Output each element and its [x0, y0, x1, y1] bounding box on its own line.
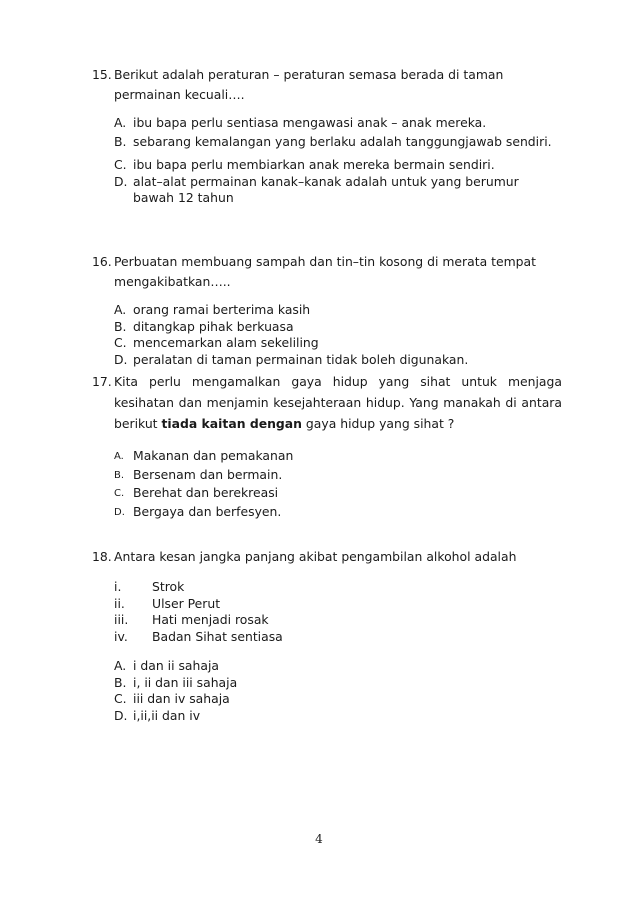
option-text: ibu bapa perlu sentiasa mengawasi anak – anak mereka. [133, 115, 487, 130]
option-d[interactable]: D. alat–alat permainan kanak–kanak adalah untuk yang berumur bawah 12 tahun [114, 173, 519, 205]
question-text: Perbuatan membuang sampah dan tin–tin kosong di merata tempat mengakibatkan….. [114, 254, 536, 289]
option-d[interactable]: D. Bergaya dan berfesyen. [114, 503, 282, 519]
option-text: ditangkap pihak berkuasa [133, 318, 294, 334]
question-16 [92, 252, 562, 368]
question-text-end: gaya hidup yang sihat ? [301, 416, 455, 431]
option-c[interactable]: C. ibu bapa perlu membiarkan anak mereka bermain sendiri. [114, 157, 495, 172]
option-text: iii dan iv sahaja [133, 691, 230, 706]
option-text: Berehat dan berekreasi [133, 485, 279, 500]
roman-item: iii. Hati menjadi rosak [114, 612, 269, 627]
option-b[interactable]: B. ditangkap pihak berkuasa [114, 318, 294, 334]
option-b[interactable]: B. sebarang kemalangan yang berlaku adalah tanggungjawab sendiri. [114, 133, 552, 149]
question-text: Berikut adalah peraturan – peraturan semasa berada di taman permainan kecuali…. [114, 67, 504, 102]
answer-options [92, 302, 562, 368]
roman-item: i. Strok [114, 579, 185, 594]
option-a[interactable]: A. i dan ii sahaja [114, 658, 219, 673]
question-stem [92, 547, 562, 567]
option-text: Bergaya dan berfesyen. [133, 503, 282, 519]
question-number: 15. [92, 67, 112, 82]
question-stem [92, 252, 562, 292]
option-a[interactable]: A. Makanan dan pemakanan [114, 448, 294, 463]
option-c[interactable]: C. Berehat dan berekreasi [114, 485, 279, 500]
question-stem [92, 65, 562, 105]
question-17 [92, 371, 562, 521]
option-text: mencemarkan alam sekeliling [133, 335, 319, 350]
option-d[interactable]: D. peralatan di taman permainan tidak boleh digunakan. [114, 351, 469, 367]
question-text: Antara kesan jangka panjang akibat pengambilan alkohol adalah [114, 549, 517, 564]
question-15 [92, 65, 562, 207]
option-c[interactable]: C. mencemarkan alam sekeliling [114, 335, 319, 350]
roman-item: ii. Ulser Perut [114, 595, 221, 611]
option-text: Makanan dan pemakanan [133, 448, 294, 463]
option-text: peralatan di taman permainan tidak boleh digunakan. [133, 351, 469, 367]
roman-list [92, 579, 562, 645]
option-text: alat–alat permainan kanak–kanak adalah untuk yang berumur bawah 12 tahun [133, 173, 519, 205]
option-text: ibu bapa perlu membiarkan anak mereka bermain sendiri. [133, 157, 495, 172]
option-a[interactable]: A. ibu bapa perlu sentiasa mengawasi anak – anak mereka. [114, 115, 487, 130]
option-text: i, ii dan iii sahaja [133, 674, 238, 690]
option-text: sebarang kemalangan yang berlaku adalah tanggungjawab sendiri. [133, 133, 552, 149]
option-a[interactable]: A. orang ramai berterima kasih [114, 302, 311, 317]
option-text: i dan ii sahaja [133, 658, 219, 673]
emphasis-text: tiada kaitan dengan [161, 416, 302, 431]
answer-options [92, 658, 562, 724]
question-stem [92, 371, 562, 434]
option-b[interactable]: B. i, ii dan iii sahaja [114, 674, 238, 690]
answer-options [92, 115, 562, 207]
option-text: Bersenam dan bermain. [133, 466, 283, 482]
question-number: 16. [92, 254, 112, 269]
option-text: i,ii,ii dan iv [133, 707, 201, 723]
roman-item: iv. Badan Sihat sentiasa [114, 628, 283, 644]
option-c[interactable]: C. iii dan iv sahaja [114, 691, 230, 706]
option-b[interactable]: B. Bersenam dan bermain. [114, 466, 283, 482]
question-18 [92, 547, 562, 724]
question-number: 18. [92, 549, 112, 564]
question-number: 17. [92, 374, 112, 389]
option-text: orang ramai berterima kasih [133, 302, 311, 317]
page-number: 4 [315, 832, 323, 846]
question-text: Kita perlu mengamalkan gaya hidup yang sihat untuk menjaga kesihatan dan menjamin kesejahteraan hidup. Yang manakah di antara berikut [114, 374, 562, 431]
answer-options [92, 447, 562, 521]
option-d[interactable]: D. i,ii,ii dan iv [114, 707, 201, 723]
